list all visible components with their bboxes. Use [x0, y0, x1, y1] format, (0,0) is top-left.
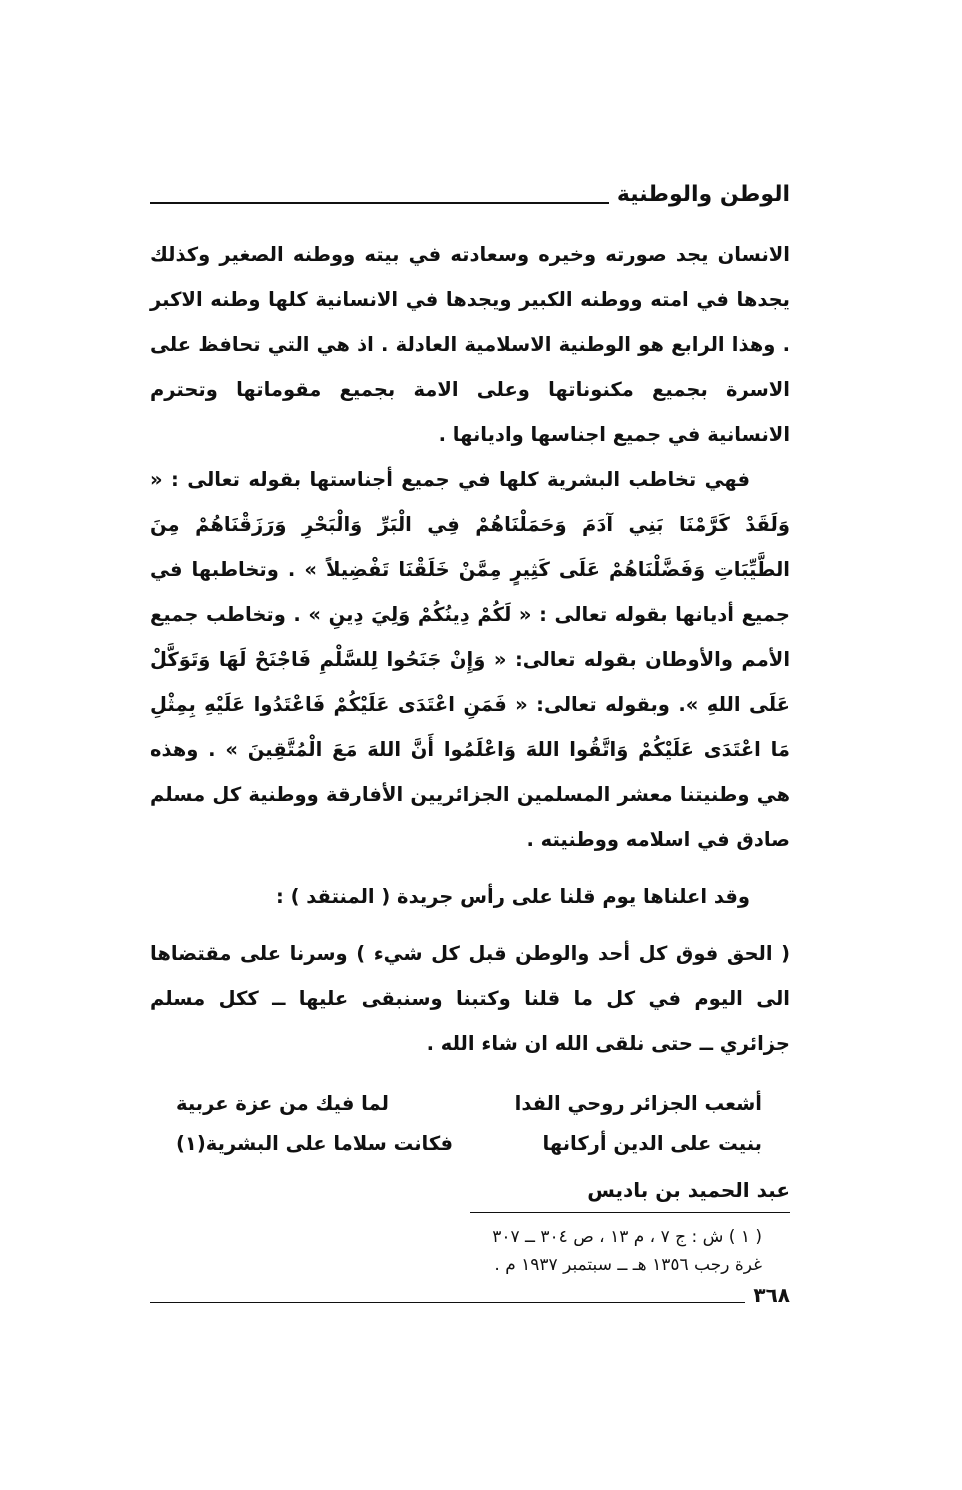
verse-second-hemistich: لما فيك من عزة عربية: [176, 1092, 389, 1115]
running-header: [150, 170, 790, 206]
book-page: [150, 170, 790, 1305]
body-text: [150, 232, 790, 1066]
chapter-title: الوطن والوطنية: [616, 182, 790, 207]
author-signature: عبد الحميد بن باديس: [587, 1178, 790, 1202]
poem-verse: [150, 1084, 790, 1124]
page-footer: [150, 1285, 790, 1305]
verse-second-hemistich: فكانت سلاما على البشرية(١): [176, 1132, 453, 1155]
header-rule: [150, 202, 609, 204]
paragraph: ( الحق فوق كل أحد والوطن قبل كل شيء ) وسرنا على مقتضاها الى اليوم في كل ما قلنا وكتبنا وسنبقى عليها ــ ككل مسلم جزائري ــ حتى نلقى الله ان شاء الله .: [150, 942, 790, 1055]
verse-first-hemistich: بنيت على الدين أركانها: [542, 1132, 762, 1155]
footnote-line: ( ١ ) ش : ج ٧ ، م ١٣ ، ص ٣٠٤ ــ ٣٠٧: [492, 1227, 762, 1247]
footnote-rule: [470, 1212, 790, 1213]
verse-first-hemistich: أشعب الجزائر روحي الفدا: [514, 1092, 762, 1115]
footnotes: [150, 1223, 790, 1279]
poem-verse: [150, 1124, 790, 1164]
paragraph: الانسان يجد صورته وخيره وسعادته في بيته ووطنه الصغير وكذلك يجدها في امته ووطنه الكبير ويجدها في الانسانية كلها وطنه الاكبر . وهذا الرابع هو الوطنية الاسلامية العادلة . اذ هي التي تحافظ على الاسرة بجميع مكنوناتها وعلى الامة بجميع مقوماتها وتحترم الانسانية في جميع اجناسها واديانها .: [150, 243, 790, 446]
footer-rule: [150, 1302, 745, 1303]
poem: [150, 1084, 790, 1164]
footnote-line: غرة رجب ١٣٥٦ هـ ــ سبتمبر ١٩٣٧ م .: [494, 1255, 762, 1275]
page-number: ٣٦٨: [753, 1283, 790, 1307]
paragraph: فهي تخاطب البشرية كلها في جميع أجناستها بقوله تعالى : « وَلَقَدْ كَرَّمْنَا بَنِي آدَمَ وَحَمَلْنَاهُمْ فِي الْبَرِّ وَالْبَحْرِ وَرَزَقْنَاهُمْ مِنَ الطَّيِّبَاتِ وَفَضَّلْنَاهُمْ عَلَى كَثِيرٍ مِمَّنْ خَلَقْنَا تَفْضِيلاً » . وتخاطبها في جميع أديانها بقوله تعالى : « لَكُمْ دِينُكُمْ وَلِيَ دِينِ » . وتخاطب جميع الأمم والأوطان بقوله تعالى: « وَإِنْ جَنَحُوا لِلسَّلْمِ فَاجْنَحْ لَهَا وَتَوَكَّلْ عَلَى اللهِ ». وبقوله تعالى: « فَمَنِ اعْتَدَى عَلَيْكُمْ فَاعْتَدُوا عَلَيْهِ بِمِثْلِ مَا اعْتَدَى عَلَيْكُمْ وَاتَّقُوا اللهَ وَاعْلَمُوا أَنَّ اللهَ مَعَ الْمُتَّقِينَ » . وهذه هي وطنيتنا معشر المسلمين الجزائريين الأفارقة ووطنية كل مسلم صادق في اسلامه ووطنيته .: [150, 468, 790, 851]
paragraph: وقد اعلناها يوم قلنا على رأس جريدة ( المنتقد ) :: [275, 885, 750, 908]
